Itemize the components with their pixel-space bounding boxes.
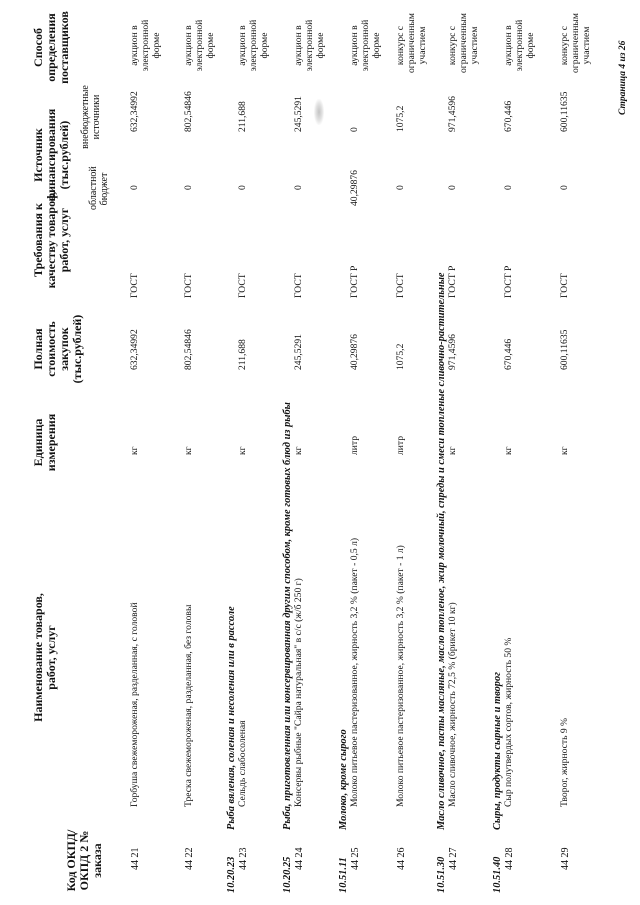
row-name: Горбуша свежемороженая, разделанная, с головой	[129, 602, 140, 807]
row-regional: 0	[559, 185, 570, 190]
header-cost: Полная стоимость закупок (тыс.рублей)	[31, 314, 84, 384]
row-cost: 802,54846	[183, 329, 194, 370]
row-unit: кг	[503, 446, 514, 455]
row-unit: кг	[559, 446, 570, 455]
row-extra: 1075,2	[395, 105, 406, 132]
section-title: Рыба вяленая, соленая и несоленая или в рассоле	[226, 606, 237, 830]
row-number: 44 27	[448, 847, 459, 870]
row-requirements: ГОСТ	[293, 273, 304, 298]
row-extra: 600,11635	[559, 91, 570, 132]
header-regional-budget: областной бюджет	[88, 166, 110, 210]
row-extra: 802,54846	[183, 91, 194, 132]
row-requirements: ГОСТ Р	[503, 265, 514, 298]
section-code: 10.20.23	[226, 856, 237, 893]
row-requirements: ГОСТ	[559, 273, 570, 298]
row-name: Молоко питьевое пастеризованное, жирность 3,2 % (пакет - 1 л)	[395, 545, 406, 807]
row-method: аукцион в электронной форме	[183, 19, 216, 72]
row-cost: 600,11635	[559, 329, 570, 370]
row-regional: 0	[129, 185, 140, 190]
section-title: Сыры, продукты сырные и творог	[492, 671, 503, 830]
row-regional: 0	[395, 185, 406, 190]
row-name: Творог, жирность 9 %	[559, 717, 570, 807]
row-cost: 971,4596	[447, 334, 458, 370]
row-requirements: ГОСТ	[129, 273, 140, 298]
row-cost: 632,34992	[129, 329, 140, 370]
row-method: конкурс с ограниченным участием	[395, 13, 428, 73]
header-method: Способ определения поставщиков	[31, 11, 71, 84]
header-requirements: Требования к качеству товаров, работ, услуг	[31, 191, 71, 289]
row-number: 44 21	[130, 847, 141, 870]
row-method: аукцион в электронной форме	[503, 19, 536, 72]
row-cost: 670,446	[503, 338, 514, 370]
row-number: 44 24	[294, 847, 305, 870]
header-name: Наименование товаров, работ, услуг	[31, 593, 58, 722]
page-number: Страница 4 из 26	[618, 40, 628, 115]
row-name: Консервы рыбные "Сайра натуральная" в с/с (ж/б 250 г)	[293, 578, 304, 807]
row-number: 44 29	[560, 847, 571, 870]
row-number: 44 23	[238, 847, 249, 870]
row-requirements: ГОСТ	[183, 273, 194, 298]
row-name: Сыр полутвердых сортов, жирность 50 %	[503, 637, 514, 807]
row-regional: 0	[293, 185, 304, 190]
row-name: Треска свежемороженая, разделанная, без головы	[183, 604, 194, 807]
row-method: конкурс с ограниченным участием	[559, 13, 592, 73]
row-unit: кг	[447, 446, 458, 455]
row-cost: 245,5291	[293, 334, 304, 370]
header-unit: Единица измерения	[31, 413, 58, 472]
row-requirements: ГОСТ Р	[447, 265, 458, 298]
row-unit: кг	[129, 446, 140, 455]
section-title: Рыба, приготовленная или консервированная другим способом, кроме готовых блюд из рыбы	[282, 402, 293, 830]
row-requirements: ГОСТ	[237, 273, 248, 298]
row-regional: 0	[503, 185, 514, 190]
section-title: Масло сливочное, пасты масляные, масло топленое, жир молочный, спреды и смеси топленые сливочно-растительные	[436, 272, 447, 830]
row-number: 44 25	[350, 847, 361, 870]
row-requirements: ГОСТ Р	[349, 265, 360, 298]
row-extra: 211,688	[237, 101, 248, 132]
row-unit: литр	[349, 435, 360, 455]
row-method: аукцион в электронной форме	[129, 19, 162, 72]
section-code: 10.51.30	[436, 856, 447, 893]
row-unit: кг	[183, 446, 194, 455]
row-name: Масло сливочное, жирность 72,5 % (брикет 10 кг)	[447, 602, 458, 807]
section-title: Молоко, кроме сырого	[338, 729, 349, 830]
scan-smudge	[314, 99, 324, 125]
row-number: 44 28	[504, 847, 515, 870]
section-code: 10.51.40	[492, 856, 503, 893]
row-regional: 0	[447, 185, 458, 190]
row-extra: 971,4596	[447, 96, 458, 132]
row-unit: кг	[237, 446, 248, 455]
header-source: Источник финансирования (тыс.рублей)	[31, 108, 71, 202]
row-regional: 0	[183, 185, 194, 190]
row-method: конкурс с ограниченным участием	[447, 13, 480, 73]
row-method: аукцион в электронной форме	[349, 19, 382, 72]
header-extra-budget: внебюджетные источники	[80, 85, 102, 149]
row-name: Сельдь слабосоленая	[237, 720, 248, 807]
section-code: 10.51.11	[338, 857, 349, 893]
row-requirements: ГОСТ	[395, 273, 406, 298]
row-cost: 1075,2	[395, 343, 406, 370]
row-method: аукцион в электронной форме	[237, 19, 270, 72]
row-extra: 632,34992	[129, 91, 140, 132]
section-code: 10.20.25	[282, 856, 293, 893]
row-method: аукцион в электронной форме	[293, 19, 326, 72]
row-extra: 245,5291	[293, 96, 304, 132]
row-cost: 40,29876	[349, 334, 360, 370]
row-regional: 40,29876	[349, 170, 360, 206]
row-unit: кг	[293, 446, 304, 455]
header-code: Код ОКПД/ ОКПД 2 № заказа	[64, 829, 104, 892]
row-name: Молоко питьевое пастеризованное, жирность 3,2 % (пакет - 0,5 л)	[349, 537, 360, 807]
row-cost: 211,688	[237, 339, 248, 370]
row-unit: литр	[395, 435, 406, 455]
row-regional: 0	[237, 185, 248, 190]
row-extra: 0	[349, 127, 360, 132]
row-number: 44 22	[184, 847, 195, 870]
row-number: 44 26	[396, 847, 407, 870]
row-extra: 670,446	[503, 100, 514, 132]
